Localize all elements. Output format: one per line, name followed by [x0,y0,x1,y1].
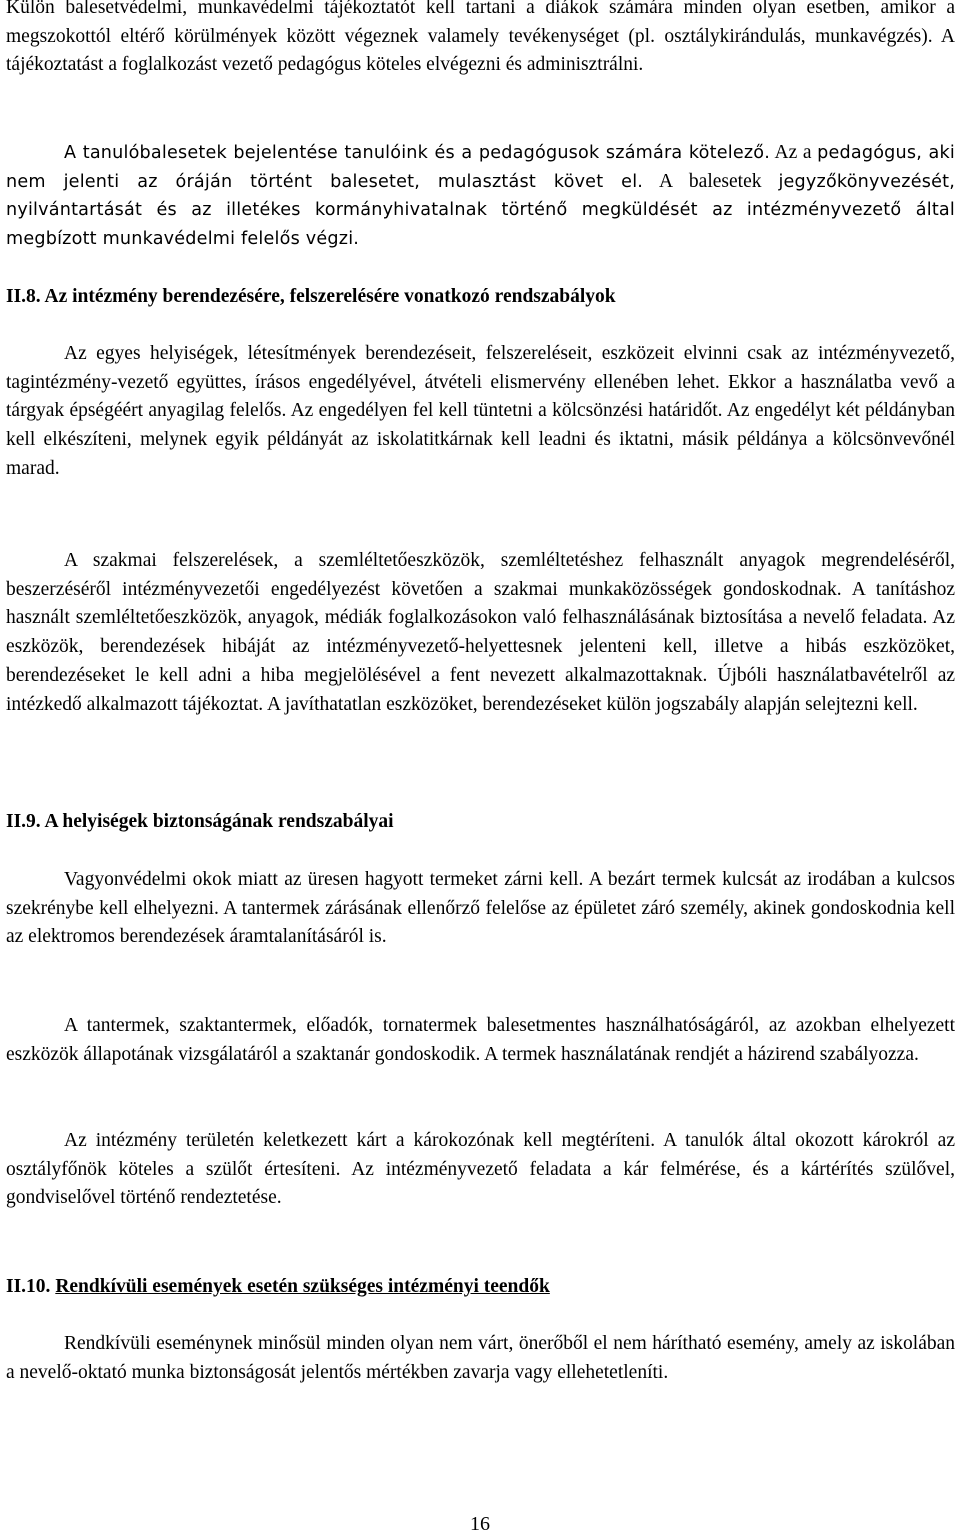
paragraph-property-protection: Vagyonvédelmi okok miatt az üresen hagyott termeket zárni kell. A bezárt termek kulcsát az irodában a kulcsos szekrénybe kell elhelyezni. A tantermek zárásának ellenőrző felelőse az épületet záró személy, akinek gondoskodnia kell az elektromos berendezések áramtalanításáról is. [6,869,955,948]
paragraph-safety-briefing: Külön balesetvédelmi, munkavédelmi tájékoztatót kell tartani a diákok számára minden olyan esetben, amikor a megszokottól eltérő körülmények között végeznek valamely tevékenységet (pl. osztálykirándulás, munkavégzés). A tájékoztatást a foglalkozást vezető pedagógus köteles elvégezni és adminisztrálni. [6,0,955,76]
section-number: II.10. [6,1276,51,1297]
paragraph-damage-compensation: Az intézmény területén keletkezett kárt a károkozónak kell megtéríteni. A tanulók által okozott károkról az osztályfőnök köteles a szülőt értesíteni. Az intézményvezető feladata a kár felmérése, és a kártérítés szülővel, gondviselővel történő rendeztetése. [6,1130,955,1209]
paragraph-equipment-lending: Az egyes helyiségek, létesítmények berendezéseit, felszereléseit, eszközeit elvinni csak az intézményvezető, tagintézmény-vezető együttes, írásos engedélyével, átvételi elismervény ellenében lehet. Ekkor a használatba vevő a tárgyak épségéért anyagilag felelős. Az engedélyen fel kell tüntetni a kölcsönzési határidőt. Az engedélyt két példányban kell elkészíteni, melynek egyik példányát az iskolatitkárnak kell leadni és iktatni, másik példánya a kölcsönvevőnél marad. [6,343,955,479]
accident-reporting-text-3: pedagógus, aki nem jelenti az óráján történt balesetet, mulasztást követ el. [6,143,956,192]
section-title: Rendkívüli események esetén szükséges intézményi teendők [55,1276,550,1297]
section-heading-ii-9 [6,808,955,837]
section-number: II.8. [6,286,41,307]
page-number: 16 [470,1513,490,1535]
paragraph-teaching-aids: A szakmai felszerelések, a szemléltetőeszközök, szemléltetéshez felhasznált anyagok megrendeléséről, beszerzéséről intézményvezetői engedélyezést követően a szakmai munkaközösségek gondoskodnak. A tanításhoz használt szemléltetőeszközök, anyagok, médiák foglalkozásokon való felhasználásának biztosítása a nevelő feladata. Az eszközök, berendezések hibáját az intézményvezető-helyettesnek jelenteni kell, illetve a hibás eszközöket, berendezéseket le kell adni a hiba megjelölésével a fent nevezett alkalmazottaknak. Újbóli használatbavételről az intézkedő alkalmazott tájékoztat. A javíthatatlan eszközöket, berendezéseket külön jogszabály alapján selejtezni kell. [6,550,955,715]
paragraph-extraordinary-events: Rendkívüli eseménynek minősül minden olyan nem várt, önerőből el nem hárítható esemény, amely az iskolában a nevelő-oktató munka biztonságosát jelentős mértékben zavarja vagy ellehetetleníti. [6,1333,955,1383]
paragraph-classroom-safety: A tantermek, szaktantermek, előadók, tornatermek balesetmentes használhatóságáról, az azokban elhelyezett eszközök állapotának vizsgálatáról a szaktanár gondoskodik. A termek használatának rendjét a házirend szabályozza. [6,1015,955,1065]
paragraph-accident-reporting [6,139,955,254]
accident-reporting-text-1: A tanulóbalesetek bejelentése tanulóink és a pedagógusok számára kötelező. [64,143,771,163]
section-number: II.9. [6,811,41,832]
accident-reporting-text-4: A balesetek [643,170,779,192]
section-title: A helyiségek biztonságának rendszabályai [44,811,394,832]
section-title: Az intézmény berendezésére, felszerelésére vonatkozó rendszabályok [44,286,616,307]
accident-reporting-text-5: jegyzőkönyvezését, nyilvántartását és az illetékes kormányhivatalnak történő megküldését az intézményvezető által megbízott munkavédelmi felelős végzi. [6,171,955,250]
accident-reporting-text-2: Az a [770,142,818,163]
section-heading-ii-10 [6,1273,955,1302]
section-heading-ii-8 [6,283,955,312]
